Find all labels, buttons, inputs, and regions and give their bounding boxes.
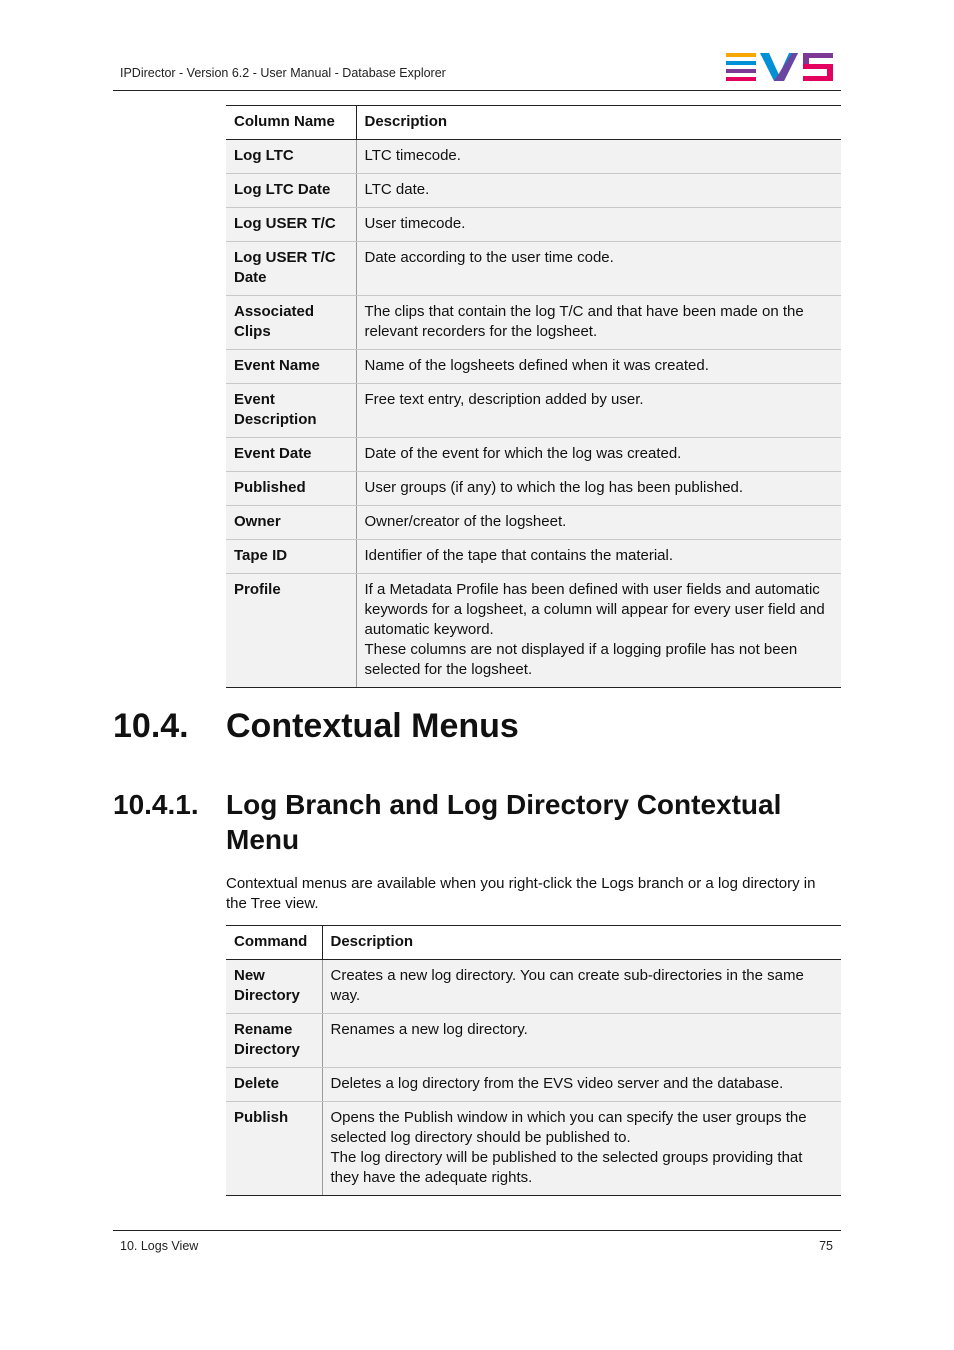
description-line: Creates a new log directory. You can create sub-directories in the same way. [330, 967, 804, 1004]
row-name: Log USER T/C [226, 208, 356, 242]
row-name: Event Name [226, 350, 356, 384]
row-name: Event Date [226, 438, 356, 472]
description-line: LTC date. [364, 181, 430, 198]
description-line: Date according to the user time code. [364, 249, 614, 266]
table-row [226, 140, 841, 174]
row-description [356, 174, 841, 208]
row-name: Owner [226, 506, 356, 540]
description-line: The clips that contain the log T/C and that have been made on the relevant recorders for the logsheet. [364, 303, 804, 340]
row-description [356, 472, 841, 506]
command-header-description: Description [322, 926, 841, 960]
description-line: Name of the logsheets defined when it was created. [364, 357, 709, 374]
commands-table [226, 925, 841, 1196]
row-description [356, 506, 841, 540]
description-line: These columns are not displayed if a logging profile has not been selected for the logsheet. [364, 641, 798, 678]
row-description [356, 384, 841, 438]
row-name: New Directory [226, 960, 322, 1014]
table-row [226, 296, 841, 350]
page-header [113, 50, 841, 91]
footer-chapter: 10. Logs View [120, 1239, 199, 1253]
row-description [322, 960, 841, 1014]
description-line: Free text entry, description added by user. [364, 391, 644, 408]
description-line: Renames a new log directory. [330, 1021, 528, 1038]
evs-logo [726, 53, 833, 81]
row-name: Associated Clips [226, 296, 356, 350]
row-name: Publish [226, 1102, 322, 1196]
description-line: Date of the event for which the log was created. [364, 445, 682, 462]
table-row [226, 438, 841, 472]
row-description [322, 1014, 841, 1068]
description-line: Identifier of the tape that contains the material. [364, 547, 674, 564]
row-name: Rename Directory [226, 1014, 322, 1068]
row-name: Profile [226, 574, 356, 688]
description-line: The log directory will be published to the selected groups providing that they have the adequate rights. [330, 1149, 803, 1186]
table-row [226, 174, 841, 208]
table-row [226, 1014, 841, 1068]
description-line: Opens the Publish window in which you can specify the user groups the selected log directory should be published to. [330, 1109, 807, 1146]
columns-table [226, 105, 841, 688]
row-name: Log LTC Date [226, 174, 356, 208]
row-description [322, 1102, 841, 1196]
row-description [356, 540, 841, 574]
description-line: User timecode. [364, 215, 466, 232]
row-name: Log USER T/C Date [226, 242, 356, 296]
section-title: Contextual Menus [226, 707, 519, 745]
table-row [226, 208, 841, 242]
row-description [356, 574, 841, 688]
description-line: User groups (if any) to which the log has been published. [364, 479, 744, 496]
description-line: Owner/creator of the logsheet. [364, 513, 567, 530]
row-name: Delete [226, 1068, 322, 1102]
description-line: Deletes a log directory from the EVS video server and the database. [330, 1075, 784, 1092]
row-description [322, 1068, 841, 1102]
row-description [356, 296, 841, 350]
table-row [226, 960, 841, 1014]
row-name: Published [226, 472, 356, 506]
row-name: Tape ID [226, 540, 356, 574]
column-header-name: Column Name [226, 106, 356, 140]
row-description [356, 208, 841, 242]
row-description [356, 140, 841, 174]
row-description [356, 350, 841, 384]
table-row [226, 506, 841, 540]
table-row [226, 540, 841, 574]
subsection-title: Log Branch and Log Directory Contextual Menu [226, 789, 782, 855]
table-row [226, 574, 841, 688]
row-name: Event Description [226, 384, 356, 438]
row-name: Log LTC [226, 140, 356, 174]
table-row [226, 384, 841, 438]
subsection-heading [113, 787, 841, 857]
page-footer [113, 1230, 841, 1253]
row-description [356, 438, 841, 472]
command-header-name: Command [226, 926, 322, 960]
subsection-number: 10.4.1. [113, 789, 199, 820]
table-row [226, 1068, 841, 1102]
table-row [226, 472, 841, 506]
row-description [356, 242, 841, 296]
column-header-description: Description [356, 106, 841, 140]
section-heading [113, 707, 519, 746]
description-line: If a Metadata Profile has been defined with user fields and automatic keywords for a logsheet, a column will appear for every user field and automatic keyword. [364, 581, 825, 638]
section-number: 10.4. [113, 707, 189, 745]
footer-page-number: 75 [819, 1239, 833, 1253]
table-header-row [226, 106, 841, 140]
table-header-row [226, 926, 841, 960]
table-row [226, 1102, 841, 1196]
table-row [226, 350, 841, 384]
table-row [226, 242, 841, 296]
intro-paragraph: Contextual menus are available when you right-click the Logs branch or a log directory in the Tree view. [226, 875, 816, 912]
header-title: IPDirector - Version 6.2 - User Manual - Database Explorer [120, 66, 446, 80]
description-line: LTC timecode. [364, 147, 461, 164]
